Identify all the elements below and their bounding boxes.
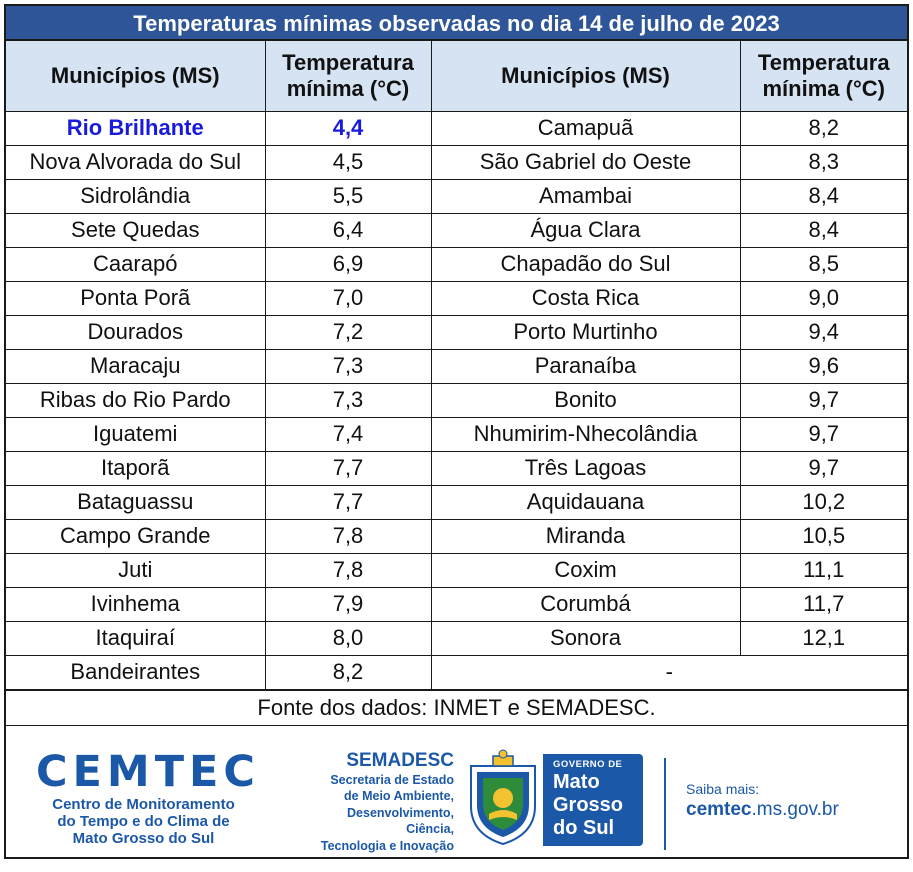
municipio-cell: Camapuã	[431, 111, 740, 145]
municipio-cell: Nhumirim-Nhecolândia	[431, 417, 740, 451]
table-row	[6, 111, 907, 145]
table-row	[6, 417, 907, 451]
temp-cell: 9,0	[740, 281, 907, 315]
temp-cell: 9,4	[740, 315, 907, 349]
temp-cell: 11,1	[740, 553, 907, 587]
governo-ms-logo	[543, 754, 643, 846]
governo-name-line3: do Sul	[553, 816, 615, 839]
municipio-cell: Amambai	[431, 179, 740, 213]
cemtec-website-link[interactable]	[686, 798, 839, 822]
temp-header-line2: mínima (°C)	[762, 75, 885, 101]
saiba-mais-label: Saiba mais:	[686, 780, 760, 797]
semadesc-line1: Secretaria de Estado	[330, 772, 454, 787]
table-row	[6, 179, 907, 213]
municipio-cell: Água Clara	[431, 213, 740, 247]
municipio-cell: Campo Grande	[6, 519, 265, 553]
table-row	[6, 451, 907, 485]
municipio-cell: Corumbá	[431, 587, 740, 621]
municipio-cell: Juti	[6, 553, 265, 587]
temp-cell: 7,7	[265, 485, 431, 519]
semadesc-line4: Tecnologia e Inovação	[320, 838, 454, 853]
report-title: Temperaturas mínimas observadas no dia 14 de julho de 2023	[6, 6, 907, 41]
table-row	[6, 281, 907, 315]
cemtec-subtitle-line3: Mato Grosso do Sul	[72, 829, 215, 847]
governo-name-line2: Grosso	[553, 793, 624, 816]
temp-cell: 8,2	[740, 111, 907, 145]
col-header-municipios: Municípios (MS)	[6, 41, 265, 111]
semadesc-line2: de Meio Ambiente,	[344, 789, 454, 803]
municipio-cell: Ponta Porã	[6, 281, 265, 315]
cemtec-logo	[36, 746, 260, 847]
municipio-cell: Dourados	[6, 315, 265, 349]
temp-cell: 8,4	[740, 179, 907, 213]
url-rest-part: .ms.gov.br	[751, 798, 839, 820]
table-row	[6, 621, 907, 655]
municipio-cell: Sonora	[431, 621, 740, 655]
temp-cell: 7,8	[265, 553, 431, 587]
temp-cell: 6,4	[265, 213, 431, 247]
col-header-temperatura-right	[740, 41, 907, 111]
table-row	[6, 553, 907, 587]
temp-cell: 7,2	[265, 315, 431, 349]
table-row	[6, 485, 907, 519]
temp-cell: 8,0	[265, 621, 431, 655]
table-row	[6, 383, 907, 417]
temperature-table	[6, 41, 907, 690]
temp-header-line2: mínima (°C)	[286, 75, 410, 101]
municipio-cell: Bonito	[431, 383, 740, 417]
municipio-cell: Nova Alvorada do Sul	[6, 145, 265, 179]
temp-cell: 7,4	[265, 417, 431, 451]
header-row	[6, 41, 907, 111]
municipio-cell: Maracaju	[6, 349, 265, 383]
table-row-last	[6, 655, 907, 689]
temp-cell: 8,4	[740, 213, 907, 247]
footer-logos	[6, 726, 907, 872]
temp-cell: 10,2	[740, 485, 907, 519]
table-row	[6, 145, 907, 179]
temp-cell: 9,6	[740, 349, 907, 383]
table-row	[6, 519, 907, 553]
cemtec-subtitle-line1: Centro de Monitoramento	[52, 795, 235, 813]
semadesc-line3: Desenvolvimento, Ciência,	[347, 805, 454, 836]
municipio-cell: Miranda	[431, 519, 740, 553]
municipio-cell: Itaporã	[6, 451, 265, 485]
municipio-cell: Costa Rica	[431, 281, 740, 315]
municipio-cell: Itaquiraí	[6, 621, 265, 655]
temp-cell-highlight: 4,4	[265, 111, 431, 145]
municipio-cell: Paranaíba	[431, 349, 740, 383]
municipio-cell: Três Lagoas	[431, 451, 740, 485]
temp-cell: 7,3	[265, 349, 431, 383]
table-row	[6, 587, 907, 621]
municipio-cell: Porto Murtinho	[431, 315, 740, 349]
municipio-cell: Sete Quedas	[6, 213, 265, 247]
col-header-municipios-right: Municípios (MS)	[431, 41, 740, 111]
municipio-cell-highlight: Rio Brilhante	[6, 111, 265, 145]
temp-cell: 7,9	[265, 587, 431, 621]
temp-cell: 8,5	[740, 247, 907, 281]
table-row	[6, 315, 907, 349]
governo-name-line1: Mato	[553, 770, 600, 793]
temp-cell: 6,9	[265, 247, 431, 281]
temp-cell: 7,0	[265, 281, 431, 315]
temp-cell: 7,3	[265, 383, 431, 417]
municipio-cell: Caarapó	[6, 247, 265, 281]
temp-cell: 4,5	[265, 145, 431, 179]
semadesc-logo	[302, 750, 454, 855]
temp-header-line1: Temperatura	[757, 49, 890, 75]
municipio-cell: Ivinhema	[6, 587, 265, 621]
municipio-cell: Ribas do Rio Pardo	[6, 383, 265, 417]
table-row	[6, 349, 907, 383]
state-coat-of-arms-icon	[463, 748, 543, 848]
municipio-cell: Aquidauana	[431, 485, 740, 519]
semadesc-wordmark: SEMADESC	[346, 749, 454, 771]
col-header-temperatura	[265, 41, 431, 111]
temp-cell: 9,7	[740, 417, 907, 451]
temp-cell: 10,5	[740, 519, 907, 553]
cemtec-subtitle-line2: do Tempo e do Clima de	[57, 812, 230, 830]
temp-cell: 11,7	[740, 587, 907, 621]
temp-cell: 5,5	[265, 179, 431, 213]
saiba-mais-block	[686, 780, 839, 822]
municipio-cell: Chapadão do Sul	[431, 247, 740, 281]
temp-cell: 9,7	[740, 383, 907, 417]
temp-cell: 8,2	[265, 655, 431, 689]
municipio-cell: Bataguassu	[6, 485, 265, 519]
table-row	[6, 247, 907, 281]
municipio-cell: Bandeirantes	[6, 655, 265, 689]
temp-cell: 12,1	[740, 621, 907, 655]
municipio-cell: Coxim	[431, 553, 740, 587]
temp-cell: 7,8	[265, 519, 431, 553]
temperature-report	[4, 4, 909, 859]
municipio-cell: Sidrolândia	[6, 179, 265, 213]
empty-cell-dash: -	[431, 655, 907, 689]
municipio-cell: São Gabriel do Oeste	[431, 145, 740, 179]
data-source-note: Fonte dos dados: INMET e SEMADESC.	[6, 690, 907, 726]
municipio-cell: Iguatemi	[6, 417, 265, 451]
governo-label: GOVERNO DE	[553, 758, 623, 770]
url-bold-part: cemtec	[686, 798, 752, 820]
temp-cell: 9,7	[740, 451, 907, 485]
temp-cell: 7,7	[265, 451, 431, 485]
temp-cell: 8,3	[740, 145, 907, 179]
footer-divider	[664, 758, 666, 850]
temp-header-line1: Temperatura	[282, 49, 414, 75]
cemtec-wordmark: CEMTEC	[36, 746, 260, 797]
table-row	[6, 213, 907, 247]
